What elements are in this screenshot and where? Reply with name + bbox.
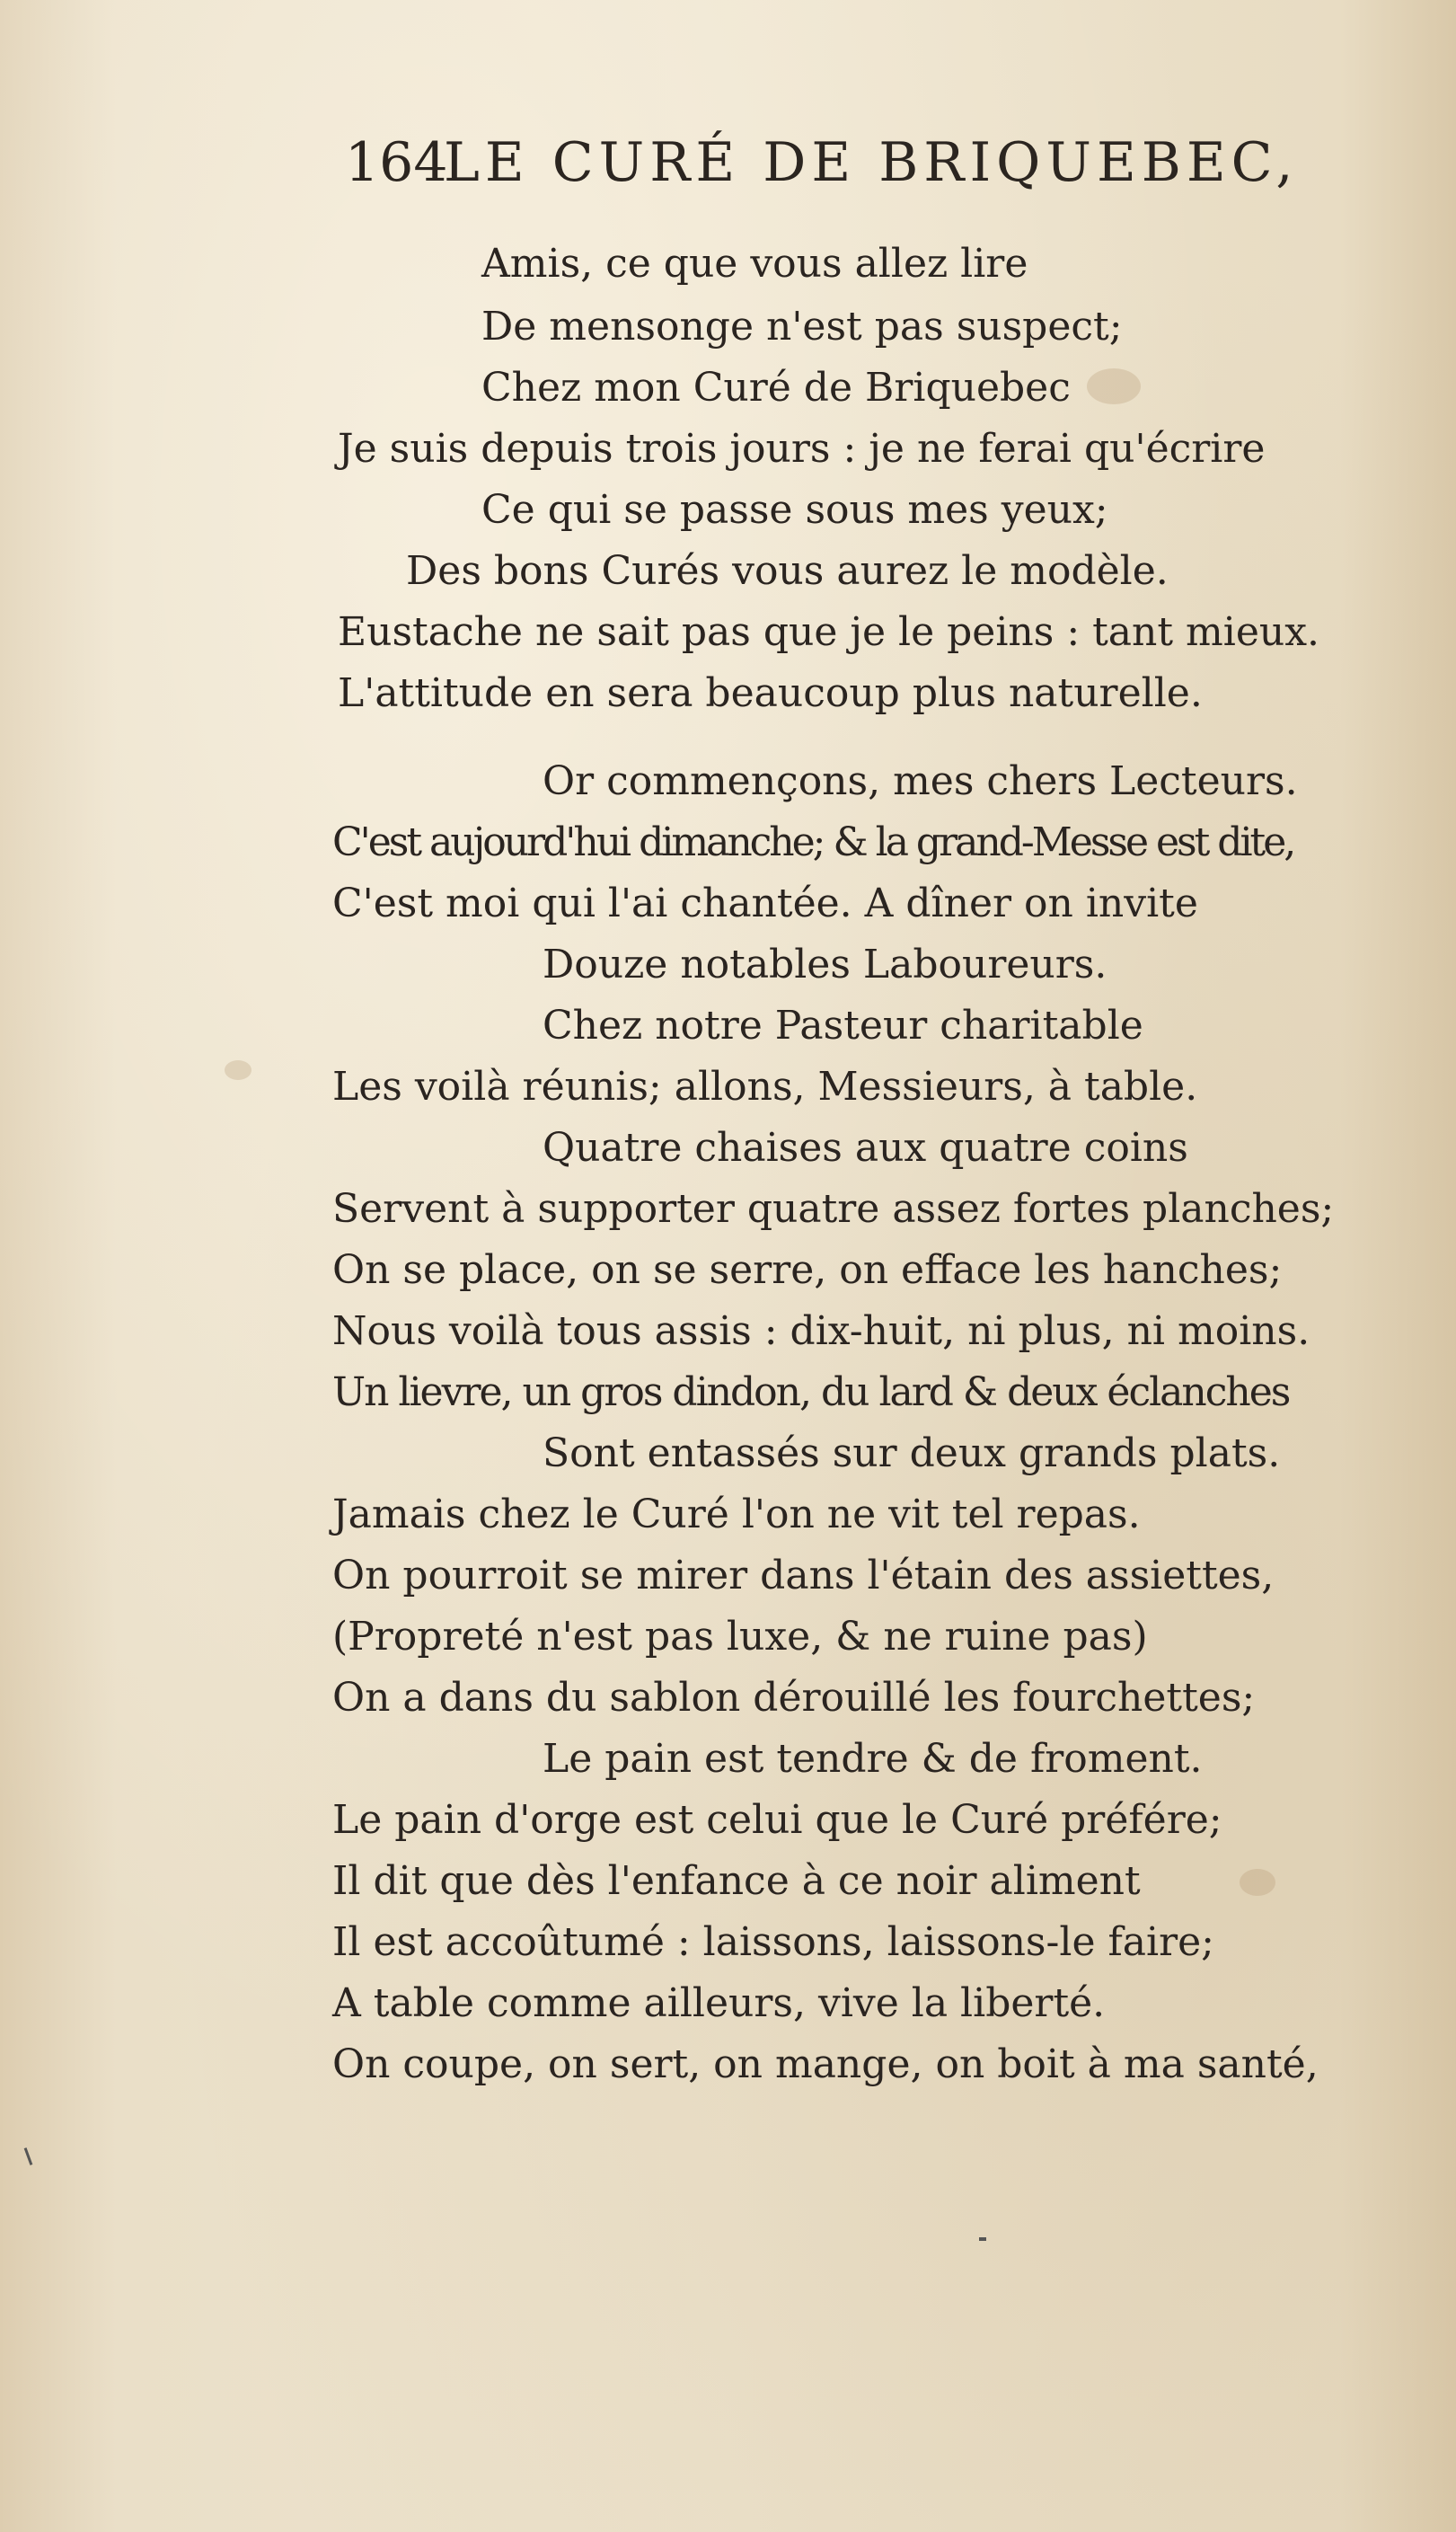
verse-line: Amis, ce que vous allez lire [481, 241, 1028, 287]
verse-line: Il dit que dès l'enfance à ce noir aliment [332, 1858, 1141, 1904]
ink-speck [24, 2147, 33, 2165]
paper-stain [225, 1060, 251, 1080]
verse-line: On coupe, on sert, on mange, on boit à ma santé, [332, 2041, 1319, 2087]
verse-line: Or commençons, mes chers Lecteurs. [543, 758, 1298, 804]
verse-line: Quatre chaises aux quatre coins [543, 1125, 1188, 1171]
verse-line: Le pain d'orge est celui que le Curé préfére; [332, 1797, 1222, 1843]
verse-line: Un lievre, un gros dindon, du lard & deux éclanches [332, 1369, 1290, 1415]
verse-line: Sont entassés sur deux grands plats. [543, 1430, 1281, 1476]
verse-line: De mensonge n'est pas suspect; [481, 304, 1123, 350]
verse-line: Les voilà réunis; allons, Messieurs, à table. [332, 1064, 1198, 1110]
running-title: LE CURÉ DE BRIQUEBEC, [444, 131, 1299, 194]
ink-speck [979, 2237, 986, 2241]
paper-stain [1240, 1869, 1275, 1896]
verse-line: Des bons Curés vous aurez le modèle. [406, 548, 1169, 594]
verse-line: C'est aujourd'hui dimanche; & la grand-Messe est dite, [332, 819, 1294, 865]
verse-line: Je suis depuis trois jours : je ne ferai qu'écrire [338, 426, 1266, 472]
verse-line: Ce qui se passe sous mes yeux; [481, 487, 1108, 533]
verse-line: Le pain est tendre & de froment. [543, 1736, 1203, 1782]
verse-line: On a dans du sablon dérouillé les fourchettes; [332, 1675, 1256, 1721]
verse-line: Eustache ne sait pas que je le peins : tant mieux. [338, 609, 1320, 655]
verse-line: L'attitude en sera beaucoup plus naturelle. [338, 670, 1203, 716]
verse-line: Nous voilà tous assis : dix-huit, ni plus, ni moins. [332, 1308, 1310, 1354]
verse-line: C'est moi qui l'ai chantée. A dîner on invite [332, 881, 1198, 926]
verse-line: Jamais chez le Curé l'on ne vit tel repas. [332, 1492, 1141, 1537]
verse-line: Douze notables Laboureurs. [543, 942, 1107, 987]
verse-line: Il est accoûtumé : laissons, laissons-le faire; [332, 1919, 1214, 1965]
page-header [345, 126, 1297, 198]
page-number: 164 [345, 131, 448, 194]
verse-line: Servent à supporter quatre assez fortes planches; [332, 1186, 1335, 1232]
verse-line: A table comme ailleurs, vive la liberté. [332, 1980, 1106, 2026]
verse-line: Chez notre Pasteur charitable [543, 1003, 1143, 1049]
verse-line: On se place, on se serre, on efface les hanches; [332, 1247, 1283, 1293]
paper-stain [1087, 368, 1141, 404]
verse-line: On pourroit se mirer dans l'étain des assiettes, [332, 1553, 1275, 1598]
verse-line: (Propreté n'est pas luxe, & ne ruine pas) [332, 1614, 1148, 1660]
verse-line: Chez mon Curé de Briquebec [481, 365, 1071, 411]
